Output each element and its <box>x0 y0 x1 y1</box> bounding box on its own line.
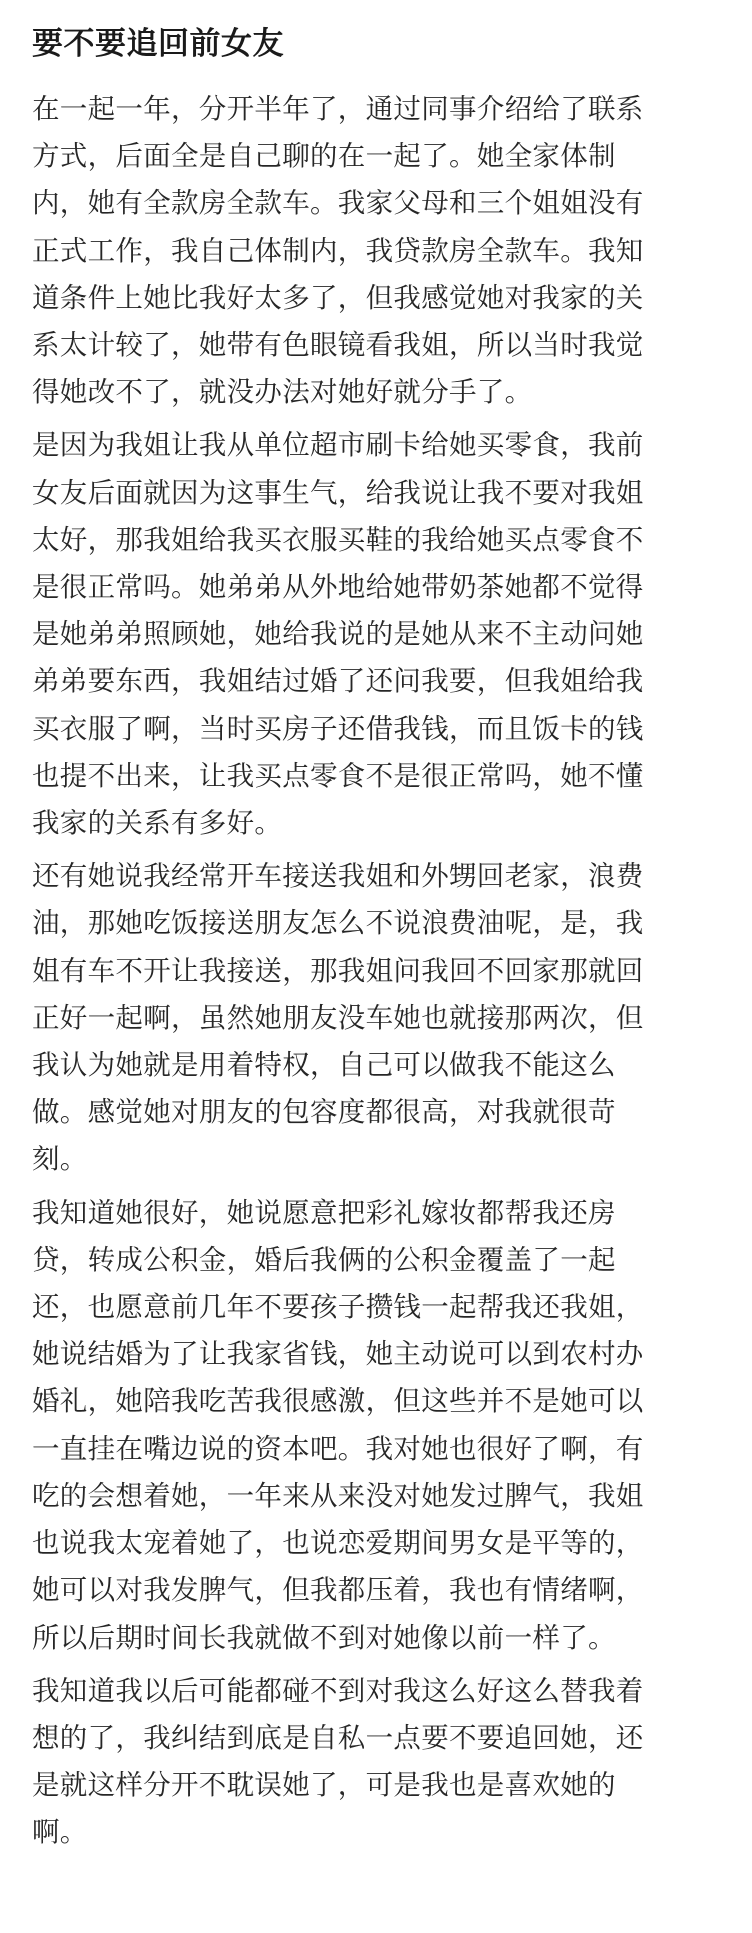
paragraph-line: 也提不出来，让我买点零食不是很正常吗，她不懂 <box>32 759 644 792</box>
paragraph-line: 是她弟弟照顾她，她给我说的是她从来不主动问她 <box>32 618 644 651</box>
paragraph-line: 是就这样分开不耽误她了，可是我也是喜欢她的 <box>32 1769 616 1802</box>
paragraph-line: 在一起一年，分开半年了，通过同事介绍给了联系 <box>32 93 644 125</box>
paragraph-line: 啊。 <box>32 1816 88 1849</box>
paragraph-line: 是很正常吗。她弟弟从外地给她带奶茶她都不觉得 <box>32 571 644 604</box>
paragraph-line: 得她改不了，就没办法对她好就分手了。 <box>32 376 533 409</box>
post-paragraph <box>32 1190 720 1662</box>
paragraph-line: 婚礼，她陪我吃苦我很感激，但这些并不是她可以 <box>32 1385 644 1418</box>
paragraph-line: 我认为她就是用着特权，自己可以做我不能这么 <box>32 1049 616 1082</box>
post-paragraph <box>32 1668 720 1857</box>
paragraph-line: 方式，后面全是自己聊的在一起了。她全家体制 <box>32 140 616 173</box>
paragraph-line: 吃的会想着她，一年来从来没对她发过脾气，我姐 <box>32 1479 644 1512</box>
paragraph-line: 是因为我姐让我从单位超市刷卡给她买零食，我前 <box>32 429 644 462</box>
paragraph-line: 女友后面就因为这事生气，给我说让我不要对我姐 <box>32 476 644 509</box>
paragraph-line: 系太计较了，她带有色眼镜看我姐，所以当时我觉 <box>32 329 644 362</box>
paragraph-line: 还，也愿意前几年不要孩子攒钱一起帮我还我姐， <box>32 1291 644 1324</box>
paragraph-line: 她说结婚为了让我家省钱，她主动说可以到农村办 <box>32 1338 644 1371</box>
post-body <box>32 86 720 1857</box>
paragraph-line: 也说我太宠着她了，也说恋爱期间男女是平等的， <box>32 1527 644 1560</box>
paragraph-line: 所以后期时间长我就做不到对她像以前一样了。 <box>32 1621 616 1654</box>
paragraph-line: 正式工作，我自己体制内，我贷款房全款车。我知 <box>32 234 644 267</box>
paragraph-line: 姐有车不开让我接送，那我姐问我回不回家那就回 <box>32 954 644 987</box>
post-paragraph <box>32 86 720 416</box>
paragraph-line: 还有她说我经常开车接送我姐和外甥回老家，浪费 <box>32 860 644 893</box>
paragraph-line: 我知道我以后可能都碰不到对我这么好这么替我着 <box>32 1674 644 1707</box>
paragraph-line: 油，那她吃饭接送朋友怎么不说浪费油呢，是，我 <box>32 907 644 940</box>
post-paragraph <box>32 853 720 1183</box>
paragraph-line: 道条件上她比我好太多了，但我感觉她对我家的关 <box>32 281 644 314</box>
paragraph-line: 我知道她很好，她说愿意把彩礼嫁妆都帮我还房 <box>32 1196 616 1229</box>
paragraph-line: 内，她有全款房全款车。我家父母和三个姐姐没有 <box>32 187 644 220</box>
paragraph-line: 做。感觉她对朋友的包容度都很高，对我就很苛 <box>32 1096 616 1129</box>
paragraph-line: 弟弟要东西，我姐结过婚了还问我要，但我姐给我 <box>32 665 644 698</box>
paragraph-line: 买衣服了啊，当时买房子还借我钱，而且饭卡的钱 <box>32 712 644 745</box>
paragraph-line: 想的了，我纠结到底是自私一点要不要追回她，还 <box>32 1721 644 1754</box>
paragraph-line: 一直挂在嘴边说的资本吧。我对她也很好了啊，有 <box>32 1432 644 1465</box>
paragraph-line: 我家的关系有多好。 <box>32 807 283 840</box>
paragraph-line: 太好，那我姐给我买衣服买鞋的我给她买点零食不 <box>32 523 644 556</box>
paragraph-line: 她可以对我发脾气，但我都压着，我也有情绪啊， <box>32 1574 644 1607</box>
paragraph-line: 正好一起啊，虽然她朋友没车她也就接那两次，但 <box>32 1001 644 1034</box>
paragraph-line: 贷，转成公积金，婚后我俩的公积金覆盖了一起 <box>32 1243 616 1276</box>
post-paragraph <box>32 422 720 847</box>
post-title: 要不要追回前女友 <box>32 26 284 62</box>
paragraph-line: 刻。 <box>32 1143 88 1176</box>
